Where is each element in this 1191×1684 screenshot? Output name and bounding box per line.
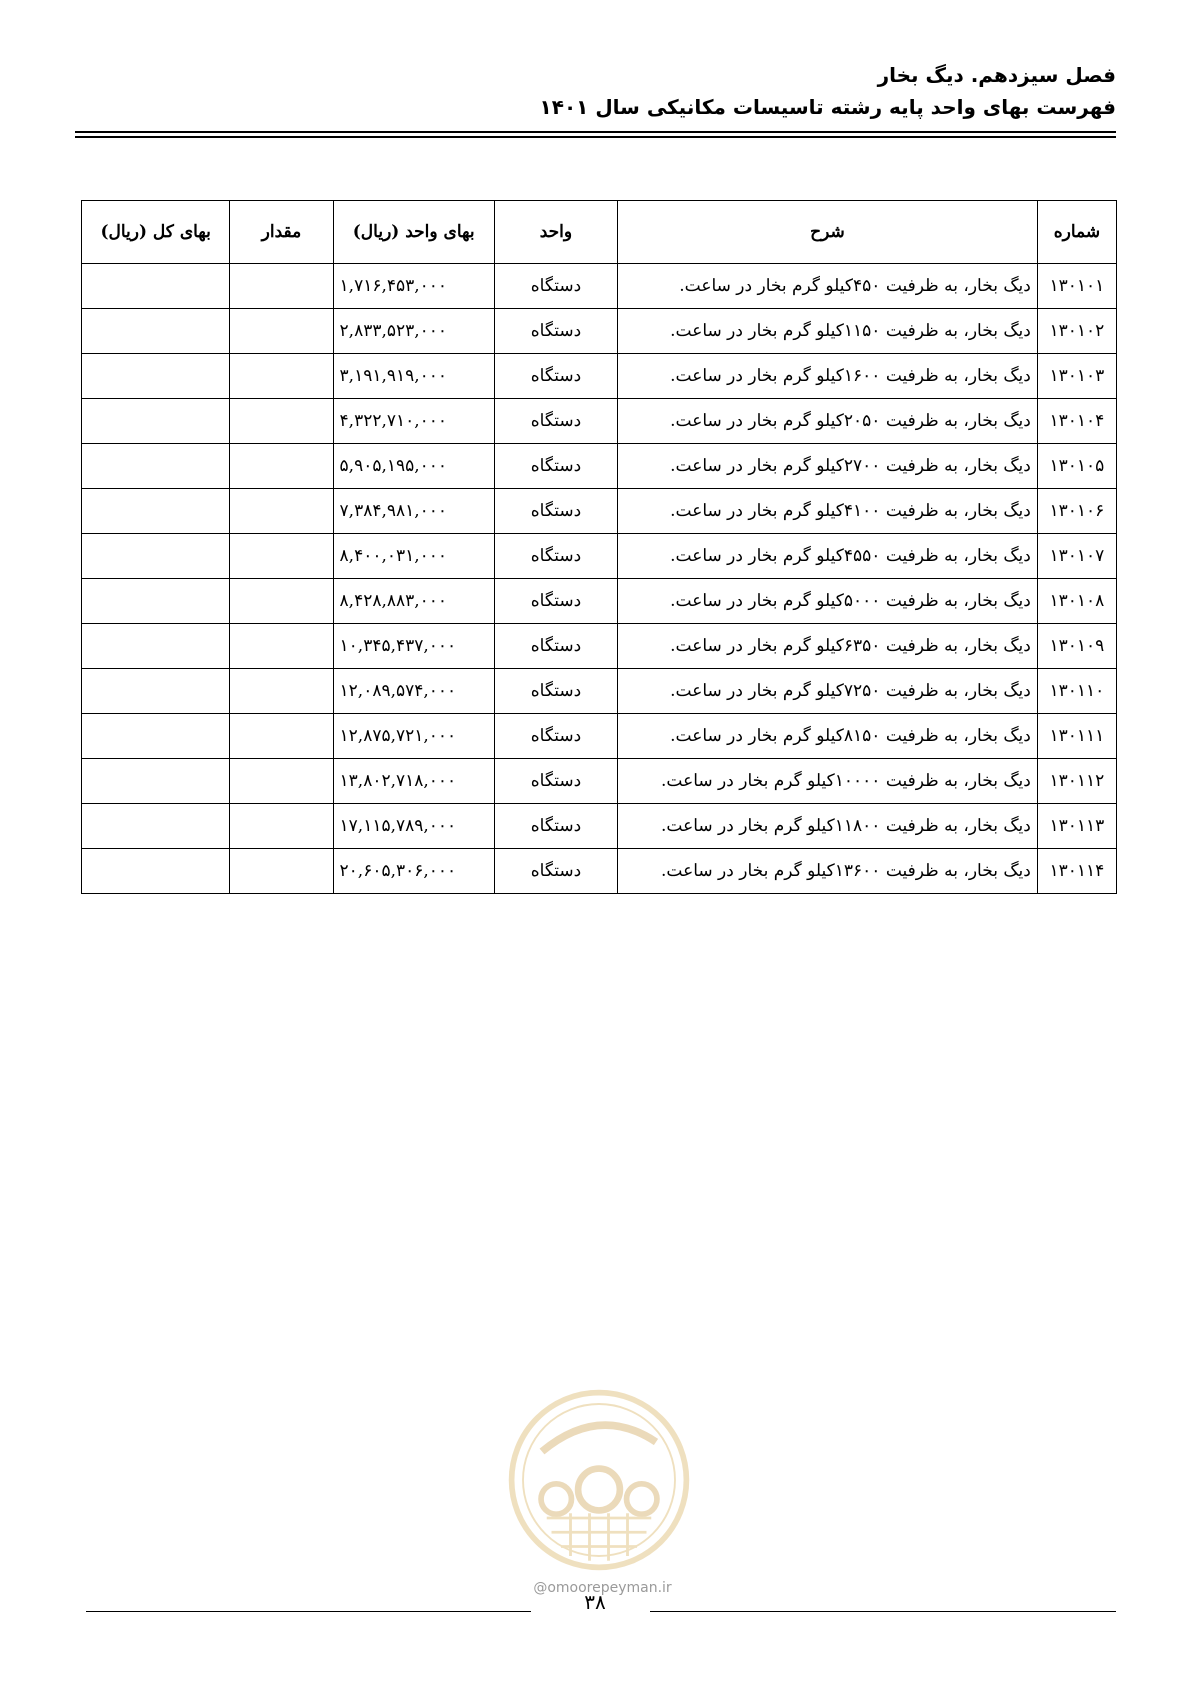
row-unit-price: ۱۳,۸۰۲,۷۱۸,۰۰۰ [333,759,494,804]
row-unit: دستگاه [494,354,617,399]
row-unit-price: ۲,۸۳۳,۵۲۳,۰۰۰ [333,309,494,354]
table-row [82,759,1117,804]
row-description: دیگ بخار، به ظرفیت ۶۳۵۰کیلو گرم بخار در ساعت. [618,624,1038,669]
table-body [82,264,1117,894]
row-unit-price: ۱۲,۰۸۹,۵۷۴,۰۰۰ [333,669,494,714]
row-unit-price: ۳,۱۹۱,۹۱۹,۰۰۰ [333,354,494,399]
row-code: ۱۳۰۱۰۲ [1037,309,1116,354]
row-description: دیگ بخار، به ظرفیت ۷۲۵۰کیلو گرم بخار در ساعت. [618,669,1038,714]
row-unit-price: ۱۷,۱۱۵,۷۸۹,۰۰۰ [333,804,494,849]
row-unit-price: ۱,۷۱۶,۴۵۳,۰۰۰ [333,264,494,309]
row-quantity [230,849,333,894]
row-total-price [82,489,230,534]
row-unit: دستگاه [494,759,617,804]
row-unit: دستگاه [494,489,617,534]
row-unit: دستگاه [494,714,617,759]
row-total-price [82,714,230,759]
table-row [82,399,1117,444]
row-description: دیگ بخار، به ظرفیت ۴۱۰۰کیلو گرم بخار در ساعت. [618,489,1038,534]
row-total-price [82,399,230,444]
row-quantity [230,804,333,849]
row-unit: دستگاه [494,624,617,669]
row-description: دیگ بخار، به ظرفیت ۱۱۵۰کیلو گرم بخار در ساعت. [618,309,1038,354]
col-header-code: شماره [1037,201,1116,264]
row-unit: دستگاه [494,534,617,579]
row-unit: دستگاه [494,309,617,354]
col-header-description: شرح [618,201,1038,264]
row-total-price [82,579,230,624]
row-code: ۱۳۰۱۰۶ [1037,489,1116,534]
table-row [82,489,1117,534]
row-total-price [82,264,230,309]
row-code: ۱۳۰۱۰۹ [1037,624,1116,669]
col-header-total-price: بهای کل (ریال) [82,201,230,264]
footer-rule-right [650,1611,1116,1612]
row-unit: دستگاه [494,264,617,309]
row-total-price [82,804,230,849]
row-description: دیگ بخار، به ظرفیت ۱۱۸۰۰کیلو گرم بخار در ساعت. [618,804,1038,849]
table-row [82,264,1117,309]
row-code: ۱۳۰۱۱۱ [1037,714,1116,759]
row-unit-price: ۵,۹۰۵,۱۹۵,۰۰۰ [333,444,494,489]
row-code: ۱۳۰۱۱۲ [1037,759,1116,804]
row-total-price [82,534,230,579]
row-total-price [82,669,230,714]
row-unit-price: ۱۲,۸۷۵,۷۲۱,۰۰۰ [333,714,494,759]
row-total-price [82,759,230,804]
row-description: دیگ بخار، به ظرفیت ۱۳۶۰۰کیلو گرم بخار در ساعت. [618,849,1038,894]
row-quantity [230,399,333,444]
col-header-unit-price: بهای واحد (ریال) [333,201,494,264]
row-total-price [82,624,230,669]
row-quantity [230,444,333,489]
row-description: دیگ بخار، به ظرفیت ۱۰۰۰۰کیلو گرم بخار در ساعت. [618,759,1038,804]
row-unit-price: ۴,۳۲۲,۷۱۰,۰۰۰ [333,399,494,444]
row-unit-price: ۱۰,۳۴۵,۴۳۷,۰۰۰ [333,624,494,669]
row-code: ۱۳۰۱۰۳ [1037,354,1116,399]
row-unit-price: ۲۰,۶۰۵,۳۰۶,۰۰۰ [333,849,494,894]
row-total-price [82,849,230,894]
row-code: ۱۳۰۱۰۴ [1037,399,1116,444]
row-unit: دستگاه [494,804,617,849]
table-row [82,624,1117,669]
table-row [82,714,1117,759]
row-unit: دستگاه [494,669,617,714]
table-row [82,669,1117,714]
row-code: ۱۳۰۱۰۸ [1037,579,1116,624]
row-quantity [230,669,333,714]
row-quantity [230,534,333,579]
row-quantity [230,309,333,354]
row-code: ۱۳۰۱۱۳ [1037,804,1116,849]
row-quantity [230,354,333,399]
row-quantity [230,714,333,759]
table-row [82,534,1117,579]
row-code: ۱۳۰۱۰۷ [1037,534,1116,579]
row-description: دیگ بخار، به ظرفیت ۲۰۵۰کیلو گرم بخار در ساعت. [618,399,1038,444]
table-row [82,354,1117,399]
table-row [82,804,1117,849]
row-unit-price: ۸,۴۰۰,۰۳۱,۰۰۰ [333,534,494,579]
chapter-title: فصل سیزدهم. دیگ بخار [877,63,1116,87]
row-code: ۱۳۰۱۱۰ [1037,669,1116,714]
page-header [540,60,1116,124]
row-total-price [82,309,230,354]
row-quantity [230,624,333,669]
row-quantity [230,489,333,534]
row-quantity [230,264,333,309]
header-rule-double [75,136,1116,138]
row-total-price [82,444,230,489]
header-rule [75,131,1116,133]
row-description: دیگ بخار، به ظرفیت ۴۵۰کیلو گرم بخار در ساعت. [618,264,1038,309]
row-code: ۱۳۰۱۰۱ [1037,264,1116,309]
row-quantity [230,579,333,624]
row-total-price [82,354,230,399]
table-header-row [82,201,1117,264]
row-code: ۱۳۰۱۱۴ [1037,849,1116,894]
row-unit: دستگاه [494,849,617,894]
footer-rule-left [86,1611,531,1612]
price-table [81,200,1117,894]
row-code: ۱۳۰۱۰۵ [1037,444,1116,489]
row-unit: دستگاه [494,444,617,489]
row-unit-price: ۸,۴۲۸,۸۸۳,۰۰۰ [333,579,494,624]
row-description: دیگ بخار، به ظرفیت ۸۱۵۰کیلو گرم بخار در ساعت. [618,714,1038,759]
table-row [82,309,1117,354]
row-description: دیگ بخار، به ظرفیت ۲۷۰۰کیلو گرم بخار در ساعت. [618,444,1038,489]
omoorepeyman-logo-icon [504,1385,694,1575]
row-description: دیگ بخار، به ظرفیت ۴۵۵۰کیلو گرم بخار در ساعت. [618,534,1038,579]
col-header-quantity: مقدار [230,201,333,264]
row-unit-price: ۷,۳۸۴,۹۸۱,۰۰۰ [333,489,494,534]
page-number: ۳۸ [584,1590,606,1614]
watermark-website: @omoorepeyman.ir [533,1580,672,1596]
row-unit: دستگاه [494,399,617,444]
row-quantity [230,759,333,804]
table-row [82,579,1117,624]
col-header-unit: واحد [494,201,617,264]
table-row [82,444,1117,489]
row-description: دیگ بخار، به ظرفیت ۱۶۰۰کیلو گرم بخار در ساعت. [618,354,1038,399]
document-subtitle: فهرست بهای واحد پایه رشته تاسیسات مکانیکی سال ۱۴۰۱ [539,95,1116,119]
row-unit: دستگاه [494,579,617,624]
table-row [82,849,1117,894]
row-description: دیگ بخار، به ظرفیت ۵۰۰۰کیلو گرم بخار در ساعت. [618,579,1038,624]
